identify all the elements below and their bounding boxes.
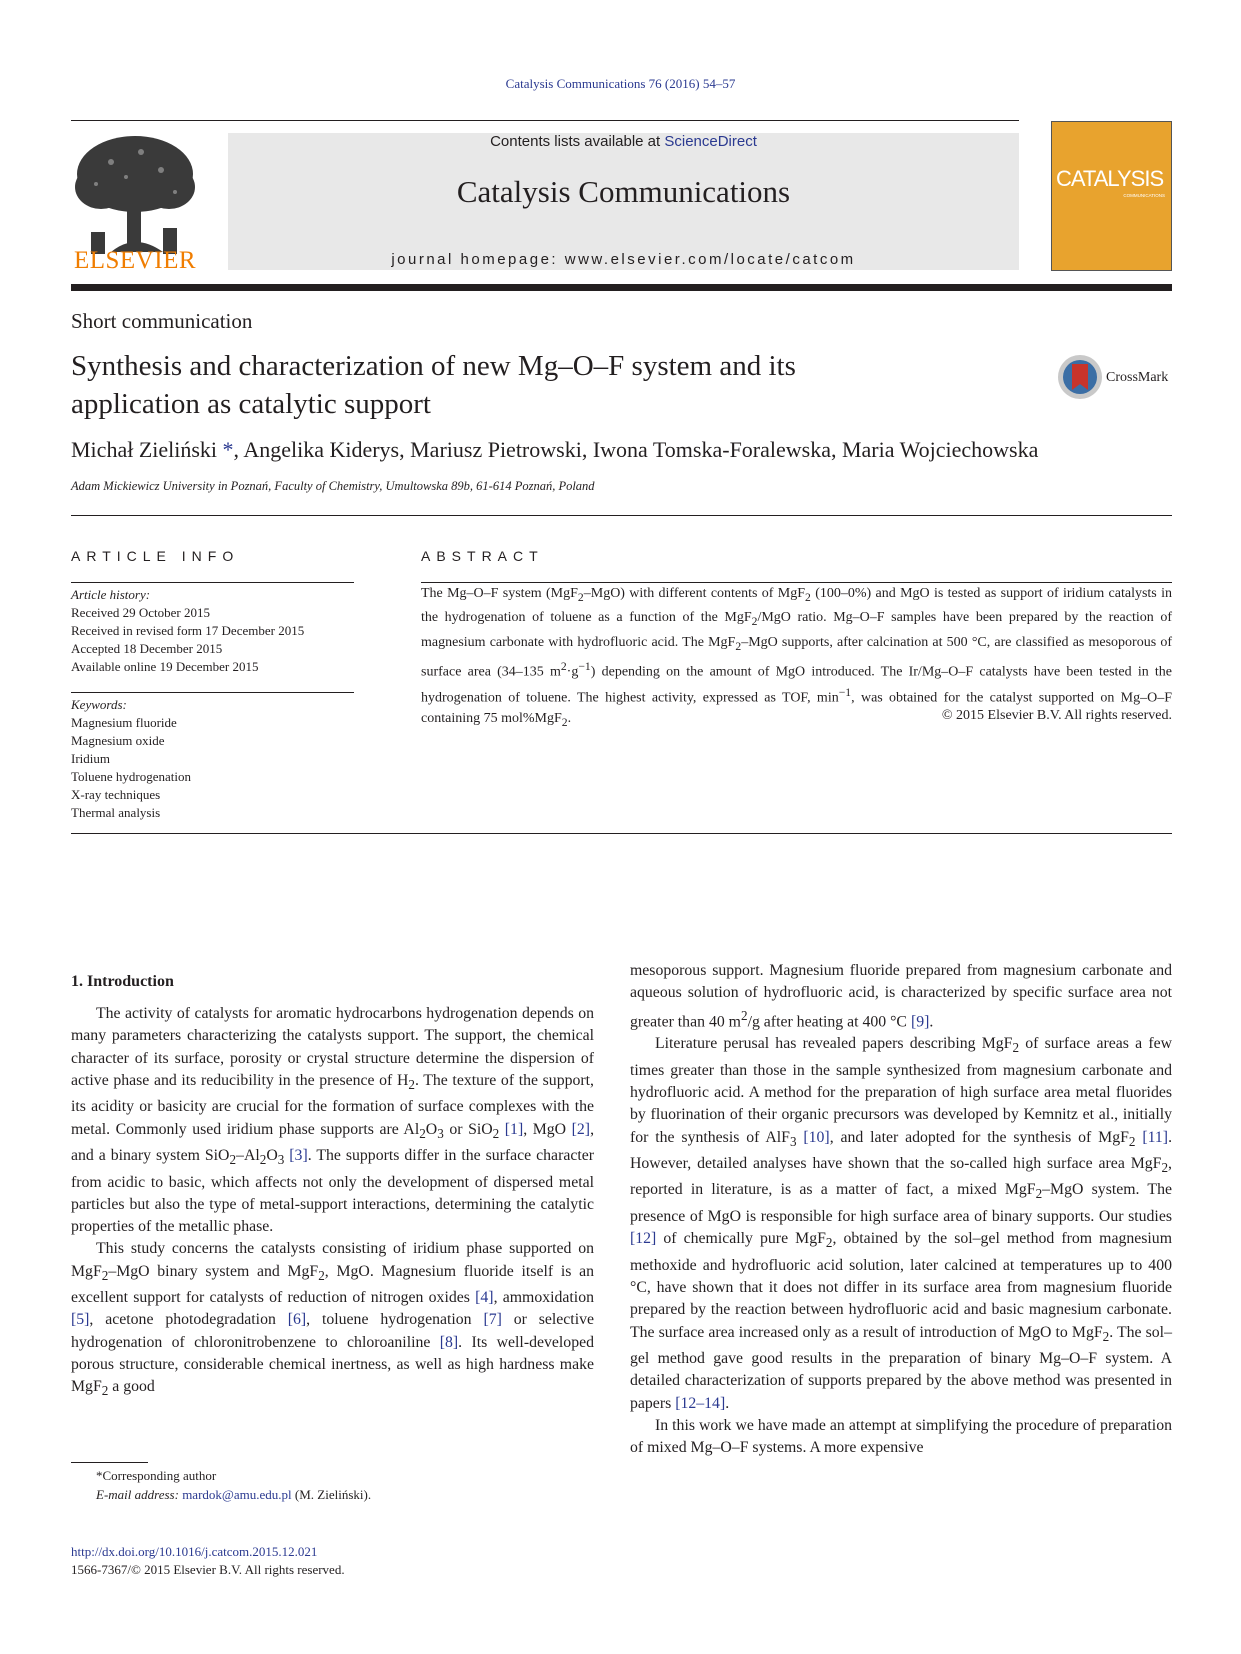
cover-title: CATALYSIS bbox=[1056, 166, 1164, 191]
citation-link[interactable]: [11] bbox=[1142, 1128, 1169, 1146]
article-title: Synthesis and characterization of new Mg–O–F system and its application as catalytic support bbox=[71, 350, 796, 420]
corresponding-author-note: *Corresponding author bbox=[96, 1468, 217, 1483]
article-info-heading: ARTICLE INFO bbox=[71, 548, 240, 564]
contents-prefix: Contents lists available at bbox=[490, 133, 665, 150]
citation-link[interactable]: [4] bbox=[475, 1289, 494, 1307]
journal-title: Catalysis Communications bbox=[456, 174, 791, 209]
intro-paragraph: mesoporous support. Magnesium fluoride prepared from magnesium carbonate and aqueous solution of hydrofluoric acid, is characterized by specific surface area not greater than 40 $m^2/g$ after heating at 400 °C [9]. bbox=[630, 962, 1172, 1030]
abstract-rule bbox=[421, 582, 1172, 583]
keyword-item: Magnesium fluoride bbox=[71, 715, 177, 730]
history-item: Accepted 18 December 2015 bbox=[71, 641, 223, 656]
keywords-label: Keywords: bbox=[71, 697, 127, 712]
header-rule bbox=[71, 515, 1172, 516]
abstract-copyright: © 2015 Elsevier B.V. All rights reserved. bbox=[941, 708, 1172, 723]
keyword-item: Iridium bbox=[71, 751, 110, 766]
author-list bbox=[71, 437, 1181, 463]
intro-paragraph: The activity of catalysts for aromatic hydrocarbons hydrogenation depends on many parameters characterizing the catalysts support. The support, the chemical character of its surface, porosity or crystal structure determine the dispersion of active phase and its reducibility in the presence of $H_2$. The texture of the support, its acidity or basicity are crucial for the formation of surface complexes with the metal. Commonly used iridium phase supports are $Al_2O_3$ or SiO$_2$ [1], MgO [2], and a binary system $SiO_2-Al_2O_3$ [3]. The supports differ in the surface character from acidic to basic, which affects not only the development of dispersed metal particles but also the type of metal-support interactions, determining the catalytic properties of the metallic phase. bbox=[71, 1005, 595, 1236]
footnote bbox=[71, 1466, 371, 1504]
keywords bbox=[71, 696, 354, 822]
doi-link[interactable]: http://dx.doi.org/10.1016/j.catcom.2015.12.021 bbox=[71, 1544, 318, 1559]
footnote-rule bbox=[71, 1462, 148, 1463]
citation-link[interactable]: [5] bbox=[71, 1311, 90, 1329]
journal-homepage[interactable]: journal homepage: www.elsevier.com/locate/catcom bbox=[391, 251, 856, 268]
history-rule bbox=[71, 692, 354, 693]
article-type: Short communication bbox=[71, 309, 253, 333]
citation-link[interactable]: [12–14] bbox=[675, 1394, 726, 1412]
elsevier-wordmark: ELSEVIER bbox=[73, 247, 197, 274]
body-column-left bbox=[71, 1003, 594, 1403]
keyword-item: Toluene hydrogenation bbox=[71, 769, 192, 784]
introduction-heading: 1. Introduction bbox=[71, 973, 174, 990]
other-authors: , Angelika Kiderys, Mariusz Pietrowski, Iwona Tomska-Foralewska, Maria Wojciechowska bbox=[233, 437, 1039, 462]
top-rule bbox=[71, 120, 1019, 121]
history-item: Available online 19 December 2015 bbox=[71, 659, 259, 674]
issn-copyright: 1566-7367/© 2015 Elsevier B.V. All rights reserved. bbox=[71, 1562, 345, 1577]
sciencedirect-link[interactable]: ScienceDirect bbox=[664, 133, 757, 150]
crossmark-icon[interactable] bbox=[1057, 354, 1103, 400]
citation-link[interactable]: [3] bbox=[289, 1147, 308, 1165]
citation-link[interactable]: [6] bbox=[287, 1311, 307, 1329]
citation-link[interactable]: [1] bbox=[504, 1120, 524, 1138]
body-column-right bbox=[630, 960, 1172, 1459]
intro-paragraph: In this work we have made an attempt at simplifying the procedure of preparation of mixed Mg–O–F systems. A more expensive bbox=[630, 1416, 1172, 1457]
citation-link[interactable]: [7] bbox=[483, 1311, 502, 1329]
citation-link[interactable]: [2] bbox=[571, 1120, 591, 1138]
contents-line bbox=[228, 133, 1019, 150]
article-history bbox=[71, 586, 354, 676]
corresponding-author-mark[interactable]: * bbox=[217, 437, 234, 462]
keyword-item: Thermal analysis bbox=[71, 805, 161, 820]
email-line bbox=[71, 1485, 371, 1504]
journal-cover-thumbnail[interactable] bbox=[1051, 121, 1172, 271]
front-matter-rule bbox=[71, 833, 1172, 834]
citation-link[interactable]: [9] bbox=[910, 1012, 930, 1030]
history-label: Article history: bbox=[71, 587, 151, 602]
citation-link[interactable]: [8] bbox=[439, 1333, 459, 1351]
article-info-rule bbox=[71, 582, 354, 583]
keyword-item: Magnesium oxide bbox=[71, 733, 165, 748]
email-link[interactable]: mardok@amu.edu.pl bbox=[182, 1487, 292, 1502]
keyword-item: X-ray techniques bbox=[71, 787, 161, 802]
masthead-thick-rule bbox=[71, 284, 1172, 291]
first-author: Michał Zieliński bbox=[71, 437, 218, 462]
email-label: E-mail address: bbox=[96, 1487, 183, 1502]
citation-link[interactable]: [12] bbox=[630, 1230, 657, 1248]
intro-paragraph: Literature perusal has revealed papers describing MgF$_2$ of surface areas a few times greater than those in the sample synthesized from magnesium carbonate and hydrofluoric acid. A method for the preparation of high surface area metal fluorides by fluorination of their organic precursors was developed by Kemnitz et al., initially for the synthesis of AlF$_3$ [10], and later adopted for the synthesis of MgF$_2$ [11]. However, detailed analyses have shown that the so-called high surface area MgF$_2$, reported in literature, is as a matter of fact, a mixed MgF$_2$–MgO system. The presence of MgO is responsible for high surface area of binary supports. Our studies [12] of chemically pure MgF$_2$, obtained by the sol–gel method from magnesium methoxide and hydrofluoric acid solution, later calcined at temperatures up to 400 °C, have shown that it does not differ in its surface area from magnesium fluoride prepared by the reaction between hydrofluoric acid and basic magnesium carbonate. The surface area increased only as a result of introduction of MgO to MgF$_2$. The sol–gel method gave good results in the preparation of binary Mg–O–F system. A detailed characterization of supports prepared by the above method was presented in papers [12–14]. bbox=[630, 1035, 1173, 1412]
affiliation: Adam Mickiewicz University in Poznań, Faculty of Chemistry, Umultowska 89b, 61-614 Poznań, Poland bbox=[71, 479, 595, 493]
abstract-heading: ABSTRACT bbox=[421, 548, 544, 564]
history-item: Received 29 October 2015 bbox=[71, 605, 210, 620]
citation-link[interactable]: [10] bbox=[803, 1128, 830, 1146]
history-item: Received in revised form 17 December 2015 bbox=[71, 623, 305, 638]
journal-reference[interactable]: Catalysis Communications 76 (2016) 54–57 bbox=[505, 76, 736, 91]
abstract-text: The Mg–O–F system (MgF$_2$–MgO) with different contents of MgF$_2$ (100–0%) and MgO is tested as support of iridium catalysts in the hydrogenation of toluene as a function of the MgF$_2$/MgO ratio. Mg–O–F samples have been prepared by the reaction of magnesium carbonate with hydrofluoric acid. The MgF$_2$–MgO supports, after calcination at 500 °C, are classified as mesoporous of surface area (34–135 $m^2\cdot g^{-1}$) depending on the amount of MgO introduced. The Ir/Mg–O–F catalysts have been tested in the hydrogenation of toluene. The highest activity, expressed as TOF, $\min^{-1}$, was obtained for the catalyst supported on Mg–O–F containing 75 mol%MgF$_2$. bbox=[421, 586, 1172, 729]
cover-subtitle: COMMUNICATIONS bbox=[1123, 193, 1165, 198]
intro-paragraph: This study concerns the catalysts consisting of iridium phase supported on MgF$_2$–MgO binary system and MgF$_2$, MgO. Magnesium fluoride itself is an excellent support for catalysts of reduction of nitrogen oxides [4], ammoxidation [5], acetone photodegradation [6], toluene hydrogenation [7] or selective hydrogenation of chloronitrobenzene to chloroaniline [8]. Its well-developed porous structure, considerable chemical inertness, as well as high hardness make MgF$_2$ a good bbox=[71, 1240, 594, 1399]
doi-block bbox=[71, 1543, 345, 1579]
crossmark-label[interactable]: CrossMark bbox=[1106, 370, 1169, 385]
email-suffix: (M. Zieliński). bbox=[291, 1487, 372, 1502]
